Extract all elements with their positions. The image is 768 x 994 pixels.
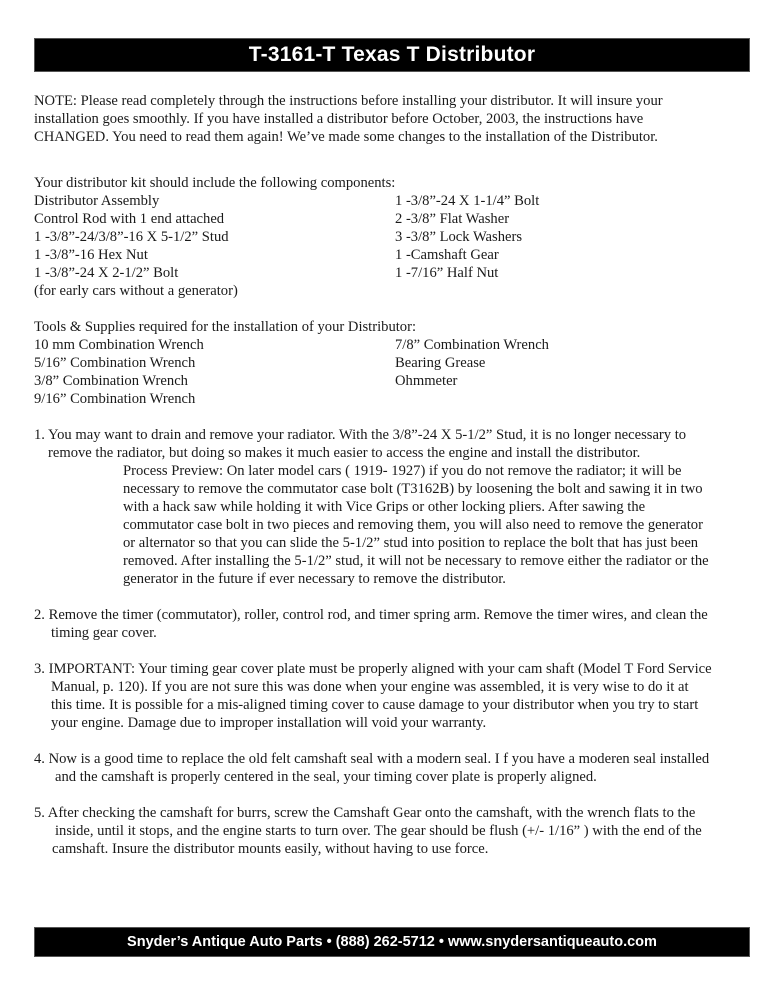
step-line: and the camshaft is properly centered in the seal, your timing cover plate is properly aligned. bbox=[55, 769, 597, 785]
component-item: Control Rod with 1 end attached bbox=[34, 211, 225, 227]
tool-item: 7/8” Combination Wrench bbox=[395, 337, 549, 353]
tools-heading: Tools & Supplies required for the installation of your Distributor: bbox=[34, 319, 417, 335]
component-item: 2 -3/8” Flat Washer bbox=[395, 211, 510, 227]
process-preview-line: or alternator so that you can slide the 5-1/2” stud into position to replace the bolt that has just been bbox=[123, 535, 699, 551]
step-line: Manual, p. 120). If you are not sure this was done when your engine was assembled, it is very wise to do it at bbox=[51, 679, 689, 695]
step-line: timing gear cover. bbox=[51, 625, 157, 641]
step-line: camshaft. Insure the distributor mounts easily, without having to use force. bbox=[52, 841, 489, 857]
step-line: 2. Remove the timer (commutator), roller, control rod, and timer spring arm. Remove the timer wires, and clean the bbox=[34, 607, 708, 623]
note-line: installation goes smoothly. If you have installed a distributor before October, 2003, the instructions have bbox=[34, 111, 644, 127]
tool-item: Ohmmeter bbox=[395, 373, 458, 389]
component-item: 1 -Camshaft Gear bbox=[395, 247, 499, 263]
step-line: this time. It is possible for a mis-aligned timing cover to cause damage to your distributor when you try to start bbox=[51, 697, 699, 713]
components-heading: Your distributor kit should include the following components: bbox=[34, 175, 396, 191]
note-line: CHANGED. You need to read them again! We’ve made some changes to the installation of the Distributor. bbox=[34, 129, 658, 145]
tool-item: 3/8” Combination Wrench bbox=[34, 373, 188, 389]
process-preview-line: generator in the future if ever necessary to remove the distributor. bbox=[123, 571, 506, 587]
step-line: remove the radiator, but doing so makes it much easier to access the engine and install the distributor. bbox=[48, 445, 641, 461]
tool-item: 9/16” Combination Wrench bbox=[34, 391, 196, 407]
step-line: your engine. Damage due to improper installation will void your warranty. bbox=[51, 715, 487, 731]
component-item: 1 -3/8”-24 X 1-1/4” Bolt bbox=[395, 193, 540, 209]
tool-item: Bearing Grease bbox=[395, 355, 486, 371]
process-preview-line: Process Preview: On later model cars ( 1919- 1927) if you do not remove the radiator; it will be bbox=[123, 463, 682, 479]
note-line: NOTE: Please read completely through the instructions before installing your distributor. It will insure your bbox=[34, 93, 663, 109]
process-preview-line: with a hack saw while holding it with Vice Grips or other locking pliers. After sawing the bbox=[123, 499, 646, 515]
component-item: 1 -3/8”-16 Hex Nut bbox=[34, 247, 148, 263]
step-line: 5. After checking the camshaft for burrs, screw the Camshaft Gear onto the camshaft, with the wrench flats to the bbox=[34, 805, 696, 821]
footer-contact: Snyder’s Antique Auto Parts • (888) 262-5712 • www.snydersantiqueauto.com bbox=[34, 927, 750, 957]
step-line: inside, until it stops, and the engine starts to turn over. The gear should be flush (+/- 1/16” ) with the end of the bbox=[55, 823, 702, 839]
step-line: 1. You may want to drain and remove your radiator. With the 3/8”-24 X 5-1/2” Stud, it is no longer necessary to bbox=[34, 427, 687, 443]
process-preview-line: removed. After installing the 5-1/2” stud, it will not be necessary to remove either the radiator or the bbox=[123, 553, 709, 569]
process-preview-line: necessary to remove the commutator case bolt (T3162B) by loosening the bolt and sawing it in two bbox=[123, 481, 703, 497]
page-title: T-3161-T Texas T Distributor bbox=[34, 38, 750, 72]
component-item: 1 -3/8”-24 X 2-1/2” Bolt bbox=[34, 265, 179, 281]
component-item: (for early cars without a generator) bbox=[34, 283, 238, 299]
tool-item: 10 mm Combination Wrench bbox=[34, 337, 204, 353]
component-item: 3 -3/8” Lock Washers bbox=[395, 229, 523, 245]
process-preview-line: commutator case bolt in two pieces and removing them, you will also need to remove the generator bbox=[123, 517, 703, 533]
step-line: 3. IMPORTANT: Your timing gear cover plate must be properly aligned with your cam shaft (Model T Ford Service bbox=[34, 661, 712, 677]
component-item: Distributor Assembly bbox=[34, 193, 160, 209]
component-item: 1 -7/16” Half Nut bbox=[395, 265, 499, 281]
step-line: 4. Now is a good time to replace the old felt camshaft seal with a modern seal. I f you have a moderen seal installed bbox=[34, 751, 710, 767]
component-item: 1 -3/8”-24/3/8”-16 X 5-1/2” Stud bbox=[34, 229, 229, 245]
tool-item: 5/16” Combination Wrench bbox=[34, 355, 196, 371]
